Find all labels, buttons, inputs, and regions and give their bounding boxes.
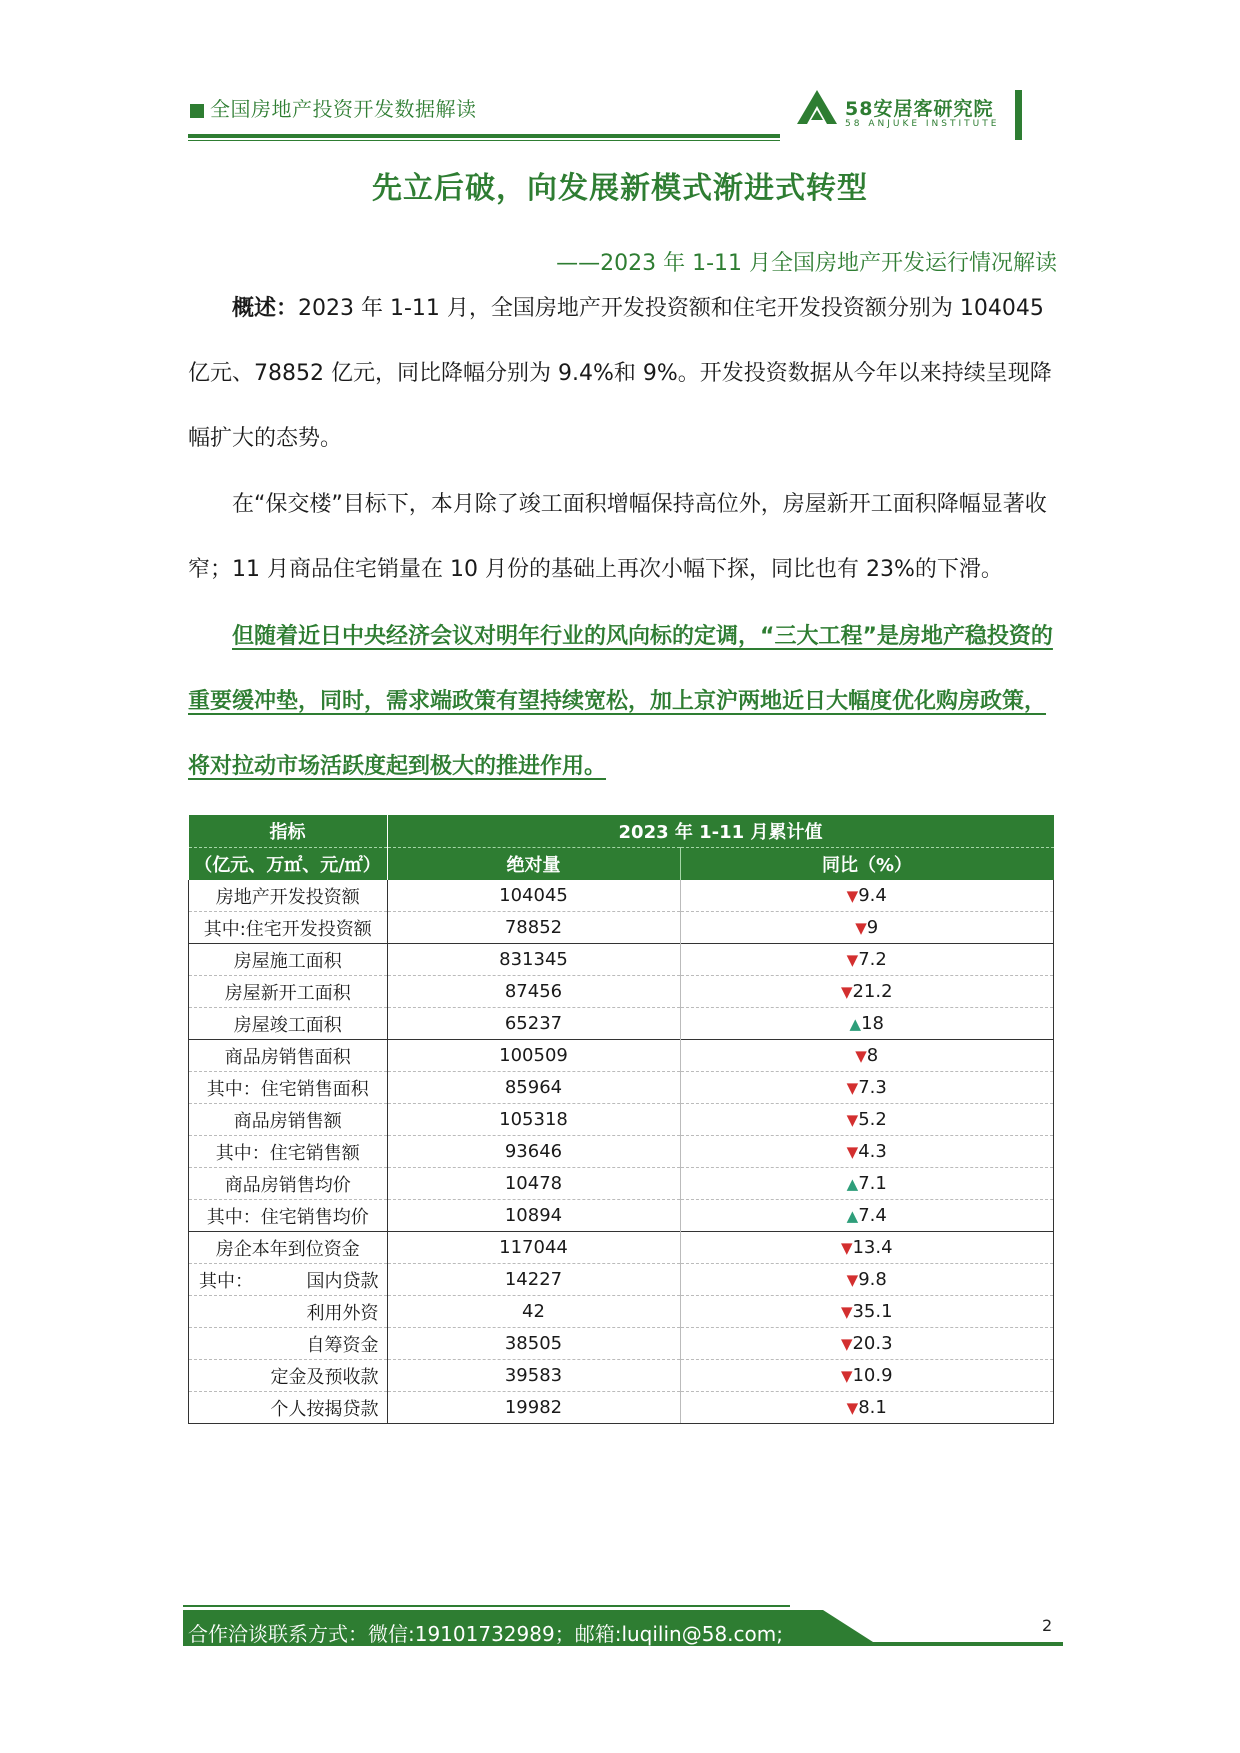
page-number: 2 [1042, 1616, 1053, 1635]
row-yoy-cell [680, 1296, 1054, 1328]
row-absolute-value: 104045 [387, 880, 680, 912]
triangle-down-icon: ▼ [855, 1047, 867, 1065]
row-yoy-value: 7.1 [858, 1173, 887, 1194]
table-body [189, 880, 1054, 1424]
row-yoy-value: 9 [866, 917, 879, 938]
row-absolute-value: 93646 [387, 1136, 680, 1168]
row-absolute-value: 14227 [387, 1264, 680, 1296]
row-indicator-name: 其中:住宅开发投资额 [189, 912, 388, 944]
row-yoy-value: 8 [866, 1045, 879, 1066]
row-absolute-value: 78852 [387, 912, 680, 944]
row-indicator-name: 商品房销售面积 [189, 1040, 388, 1072]
main-title: 先立后破，向发展新模式渐进式转型 [372, 171, 868, 206]
table-row [189, 944, 1054, 976]
table-row [189, 1104, 1054, 1136]
row-absolute-value: 19982 [387, 1392, 680, 1424]
row-yoy-value: 5.2 [858, 1109, 887, 1130]
row-indicator-name: 商品房销售均价 [189, 1168, 388, 1200]
row-absolute-value: 831345 [387, 944, 680, 976]
header-yoy: 同比（%） [680, 848, 1054, 881]
row-yoy-cell [680, 1264, 1054, 1296]
row-yoy-value: 4.3 [858, 1141, 887, 1162]
header-rule-thin [188, 140, 780, 141]
row-absolute-value: 105318 [387, 1104, 680, 1136]
anjuke-triangle-logo-icon [795, 88, 839, 128]
row-yoy-value: 18 [861, 1013, 884, 1034]
row-yoy-cell [680, 912, 1054, 944]
row-absolute-value: 65237 [387, 1008, 680, 1040]
row-yoy-cell [680, 1072, 1054, 1104]
row-indicator-name: 商品房销售额 [189, 1104, 388, 1136]
triangle-up-icon: ▲ [846, 1175, 859, 1193]
triangle-down-icon: ▼ [846, 1399, 859, 1417]
row-yoy-cell [680, 1360, 1054, 1392]
overview-label: 概述： [232, 296, 299, 321]
row-absolute-value: 39583 [387, 1360, 680, 1392]
row-absolute-value: 117044 [387, 1232, 680, 1264]
row-yoy-cell [680, 1008, 1054, 1040]
table-row [189, 880, 1054, 912]
table-row [189, 1072, 1054, 1104]
header-absolute: 绝对量 [387, 848, 680, 881]
row-indicator-name: 个人按揭贷款 [189, 1392, 388, 1424]
triangle-down-icon: ▼ [846, 1271, 859, 1289]
row-indicator-name: 自筹资金 [189, 1328, 388, 1360]
triangle-up-icon: ▲ [846, 1207, 859, 1225]
row-indicator-name: 房屋竣工面积 [189, 1008, 388, 1040]
table-row [189, 976, 1054, 1008]
row-yoy-value: 7.4 [858, 1205, 887, 1226]
row-yoy-cell [680, 1040, 1054, 1072]
triangle-down-icon: ▼ [846, 887, 859, 905]
row-yoy-cell [680, 976, 1054, 1008]
triangle-down-icon: ▼ [846, 1079, 859, 1097]
row-yoy-value: 7.3 [858, 1077, 887, 1098]
footer-contact: 合作洽谈联系方式：微信:19101732989；邮箱:luqilin@58.com; [188, 1622, 783, 1646]
table-row [189, 1392, 1054, 1424]
row-absolute-value: 10478 [387, 1168, 680, 1200]
header-indicator: 指标 [189, 815, 388, 848]
row-yoy-value: 13.4 [852, 1237, 893, 1258]
triangle-down-icon: ▼ [840, 1303, 853, 1321]
row-indicator-name: 房地产开发投资额 [189, 880, 388, 912]
row-indicator-name: 其中：住宅销售面积 [189, 1072, 388, 1104]
triangle-down-icon: ▼ [846, 951, 859, 969]
row-yoy-value: 7.2 [858, 949, 887, 970]
triangle-down-icon: ▼ [840, 1367, 853, 1385]
row-yoy-cell [680, 1232, 1054, 1264]
triangle-down-icon: ▼ [846, 1143, 859, 1161]
triangle-down-icon: ▼ [840, 983, 853, 1001]
paragraph-outlook-highlight: 但随着近日中央经济会议对明年行业的风向标的定调，“三大工程”是房地产稳投资的重要缓冲垫，同时，需求端政策有望持续宽松，加上京沪两地近日大幅度优化购房政策，将对拉动市场活跃度起到极大的推进作用。 [188, 624, 1053, 779]
paragraph-overview [188, 276, 1056, 471]
header-period: 2023 年 1-11 月累计值 [387, 815, 1054, 848]
row-yoy-cell [680, 880, 1054, 912]
row-indicator-name: 房企本年到位资金 [189, 1232, 388, 1264]
subtitle: ——2023 年 1-11 月全国房地产开发运行情况解读 [556, 251, 1057, 276]
triangle-down-icon: ▼ [855, 919, 867, 937]
overview-text: 2023 年 1-11 月，全国房地产开发投资额和住宅开发投资额分别为 104045 亿元、78852 亿元，同比降幅分别为 9.4%和 9%。开发投资数据从今年以来持续呈现降幅扩大的态势。 [188, 296, 1052, 451]
institute-logo [795, 88, 1025, 138]
row-yoy-value: 8.1 [858, 1397, 887, 1418]
header-title: 全国房地产投资开发数据解读 [210, 97, 477, 121]
row-yoy-value: 10.9 [852, 1365, 893, 1386]
row-yoy-cell [680, 1168, 1054, 1200]
row-indicator-name: 房屋新开工面积 [189, 976, 388, 1008]
row-yoy-cell [680, 944, 1054, 976]
triangle-down-icon: ▼ [840, 1335, 853, 1353]
row-yoy-value: 9.4 [858, 885, 887, 906]
header-rule [188, 134, 780, 138]
row-yoy-value: 20.3 [852, 1333, 893, 1354]
row-absolute-value: 87456 [387, 976, 680, 1008]
row-name-prefix: 其中： [199, 1270, 253, 1292]
footer-rule [183, 1605, 790, 1607]
table-row [189, 1232, 1054, 1264]
triangle-down-icon: ▼ [846, 1111, 859, 1129]
table-row [189, 1328, 1054, 1360]
row-yoy-cell [680, 1200, 1054, 1232]
row-absolute-value: 100509 [387, 1040, 680, 1072]
row-yoy-value: 21.2 [852, 981, 893, 1002]
data-table [188, 815, 1054, 1424]
row-yoy-value: 9.8 [858, 1269, 887, 1290]
row-indicator-name: 其中：住宅销售额 [189, 1136, 388, 1168]
triangle-down-icon: ▼ [840, 1239, 853, 1257]
row-absolute-value: 10894 [387, 1200, 680, 1232]
row-absolute-value: 38505 [387, 1328, 680, 1360]
row-absolute-value: 42 [387, 1296, 680, 1328]
row-indicator-name: 其中：住宅销售均价 [189, 1200, 388, 1232]
table-row [189, 1168, 1054, 1200]
row-name-text: 国内贷款 [306, 1270, 379, 1292]
row-yoy-cell [680, 1136, 1054, 1168]
row-indicator-name: 利用外资 [189, 1296, 388, 1328]
header-bullet-square [190, 104, 204, 118]
logo-subtitle: 58 ANJUKE INSTITUTE [845, 119, 1000, 129]
row-yoy-cell [680, 1104, 1054, 1136]
table-row [189, 1264, 1054, 1296]
table-row [189, 1136, 1054, 1168]
row-absolute-value: 85964 [387, 1072, 680, 1104]
paragraph-construction: 在“保交楼”目标下，本月除了竣工面积增幅保持高位外，房屋新开工面积降幅显著收窄；11 月商品住宅销量在 10 月份的基础上再次小幅下探，同比也有 23%的下滑。 [188, 492, 1047, 582]
row-yoy-cell [680, 1328, 1054, 1360]
row-indicator-name: 房屋施工面积 [189, 944, 388, 976]
table-row [189, 912, 1054, 944]
row-yoy-value: 35.1 [852, 1301, 893, 1322]
row-yoy-cell [680, 1392, 1054, 1424]
table-row [189, 1040, 1054, 1072]
header-vertical-bar [1015, 90, 1022, 140]
table-row [189, 1200, 1054, 1232]
logo-name: 58安居客研究院 [845, 98, 994, 120]
table-row [189, 1296, 1054, 1328]
table-row [189, 1008, 1054, 1040]
table-row [189, 1360, 1054, 1392]
row-indicator-name: 定金及预收款 [189, 1360, 388, 1392]
row-indicator-name [189, 1264, 388, 1296]
header-unit: （亿元、万㎡、元/㎡） [189, 848, 388, 881]
triangle-up-icon: ▲ [849, 1015, 862, 1033]
